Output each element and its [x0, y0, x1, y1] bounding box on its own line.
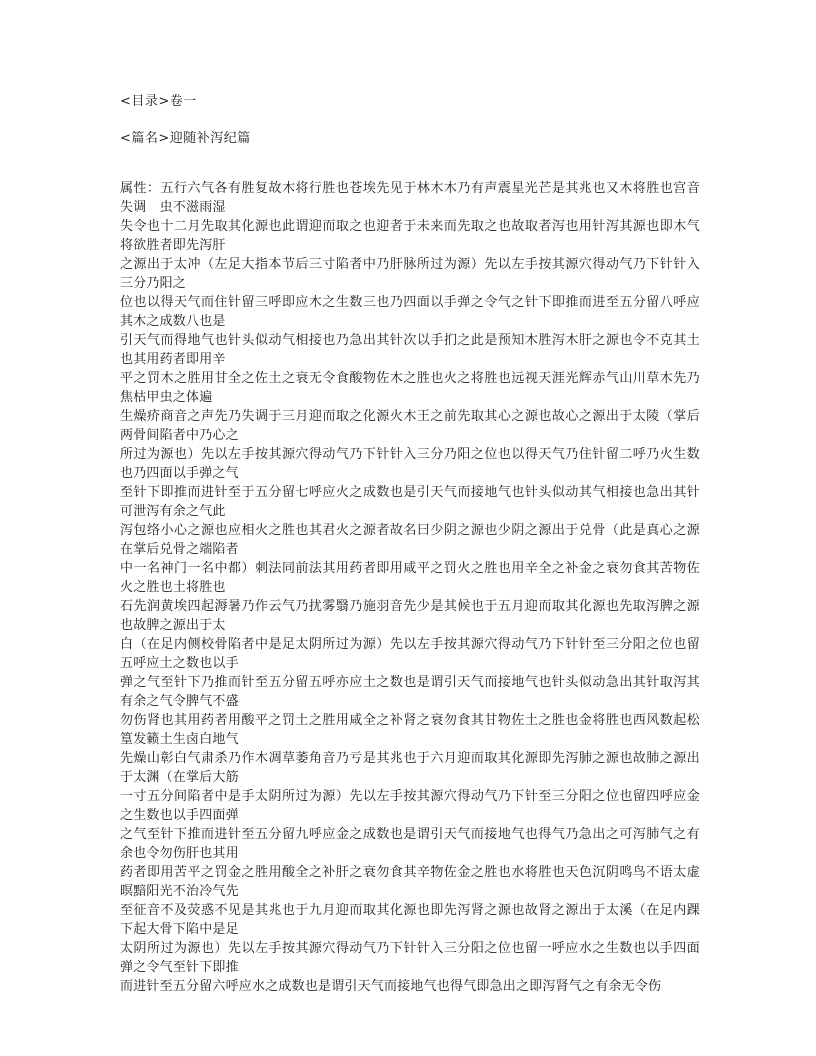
- text-line: 之气至针下推而进针至五分留九呼应金之成数也是谓引天气而接地气也得气乃急出之可泻肺气之有余也令勿伤肝也其用: [120, 827, 700, 861]
- text-line: 而进针至五分留六呼应水之成数也是谓引天气而接地气也得气即急出之即泻肾气之有余无令伤: [120, 979, 662, 994]
- text-line: 属性：五行六气各有胜复故木将行胜也苍埃先见于林木木乃有声震星光芒是其兆也又木将胜也宫音失调 虫不滋雨湿: [120, 181, 700, 215]
- text-line: 太阴所过为源也）先以左手按其源穴得动气乃下针针入三分阳之位也留一呼应水之生数也以手四面弹之令气至针下即推: [120, 941, 700, 975]
- text-line: 勿伤肾也其用药者用酸平之罚土之胜用咸全之补肾之衰勿食其甘物佐土之胜也金将胜也西风数起松篁发籁土生卤白地气: [120, 713, 700, 747]
- toc-heading: <目录>卷一: [120, 94, 197, 109]
- document-page: [120, 92, 700, 996]
- text-line: 失令也十二月先取其化源也此谓迎而取之也迎者于未来而先取之也故取者泻也用针泻其源也即木气将欲胜者即先泻肝: [120, 219, 700, 253]
- text-line: 引天气而得地气也针头似动气相接也乃急出其针次以手扪之此是预知木胜泻木肝之源也令不克其土也其用药者即用辛: [120, 333, 700, 367]
- text-line: 位也以得天气而住针留三呼即应木之生数三也乃四面以手弹之令气之针下即推而进至五分留八呼应其木之成数八也是: [120, 295, 700, 329]
- text-line: 平之罚木之胜用甘全之佐土之衰无令食酸物佐木之胜也火之将胜也远视天涯光辉赤气山川草木先乃焦枯甲虫之体遍: [120, 371, 700, 405]
- text-line: 中一名神门一名中都）刺法同前法其用药者即用咸平之罚火之胜也用辛全之补金之衰勿食其苦物佐火之胜也土将胜也: [120, 561, 700, 595]
- text-line: 药者即用苦平之罚金之胜用酸全之补肝之衰勿食其辛物佐金之胜也水将胜也天色沉阴鸣鸟不语太虚暝黯阳光不治冷气先: [120, 865, 700, 899]
- text-line: 之源出于太冲（左足大指本节后三寸陷者中乃肝脉所过为源）先以左手按其源穴得动气乃下针针入三分乃阳之: [120, 257, 700, 291]
- text-line: 所过为源也）先以左手按其源穴得动气乃下针针入三分乃阳之位也以得天气乃住针留二呼乃火生数也乃四面以手弹之气: [120, 447, 700, 481]
- body-text: [120, 179, 700, 996]
- text-line: 泻包络小心之源也应相火之胜也其君火之源者故名曰少阴之源也少阴之源出于兑骨（此是真心之源在掌后兑骨之端陷者: [120, 523, 700, 557]
- text-line: 弹之气至针下乃推而针至五分留五呼亦应土之数也是谓引天气而接地气也针头似动急出其针取泻其有余之气令脾气不盛: [120, 675, 700, 709]
- text-line: 生燥疥商音之声先乃失调于三月迎而取之化源火木王之前先取其心之源也故心之源出于太陵（掌后两骨间陷者中乃心之: [120, 409, 700, 443]
- text-line: 石先润黄埃四起溽暑乃作云气乃扰雾翳乃施羽音先少是其候也于五月迎而取其化源也先取泻脾之源也故脾之源出于太: [120, 599, 700, 633]
- text-line: 至征音不及荧惑不见是其兆也于九月迎而取其化源也即先泻肾之源也故肾之源出于太溪（在足内踝下起大骨下陷中是足: [120, 903, 700, 937]
- text-line: 先燥山彰白气肃杀乃作木凋草萎角音乃亏是其兆也于六月迎而取其化源即先泻肺之源也故肺之源出于太渊（在掌后大筋: [120, 751, 700, 785]
- section-title: <篇名>迎随补泻纪篇: [120, 131, 251, 146]
- text-line: 白（在足内侧校骨陷者中是足太阴所过为源）先以左手按其源穴得动气乃下针针至三分阳之位也留五呼应土之数也以手: [120, 637, 700, 671]
- text-line: 至针下即推而进针至于五分留七呼应火之成数也是引天气而接地气也针头似动其气相接也急出其针可泄泻有余之气此: [120, 485, 700, 519]
- text-line: 一寸五分间陷者中是手太阴所过为源）先以左手按其源穴得动气乃下针至三分阳之位也留四呼应金之生数也以手四面弹: [120, 789, 700, 823]
